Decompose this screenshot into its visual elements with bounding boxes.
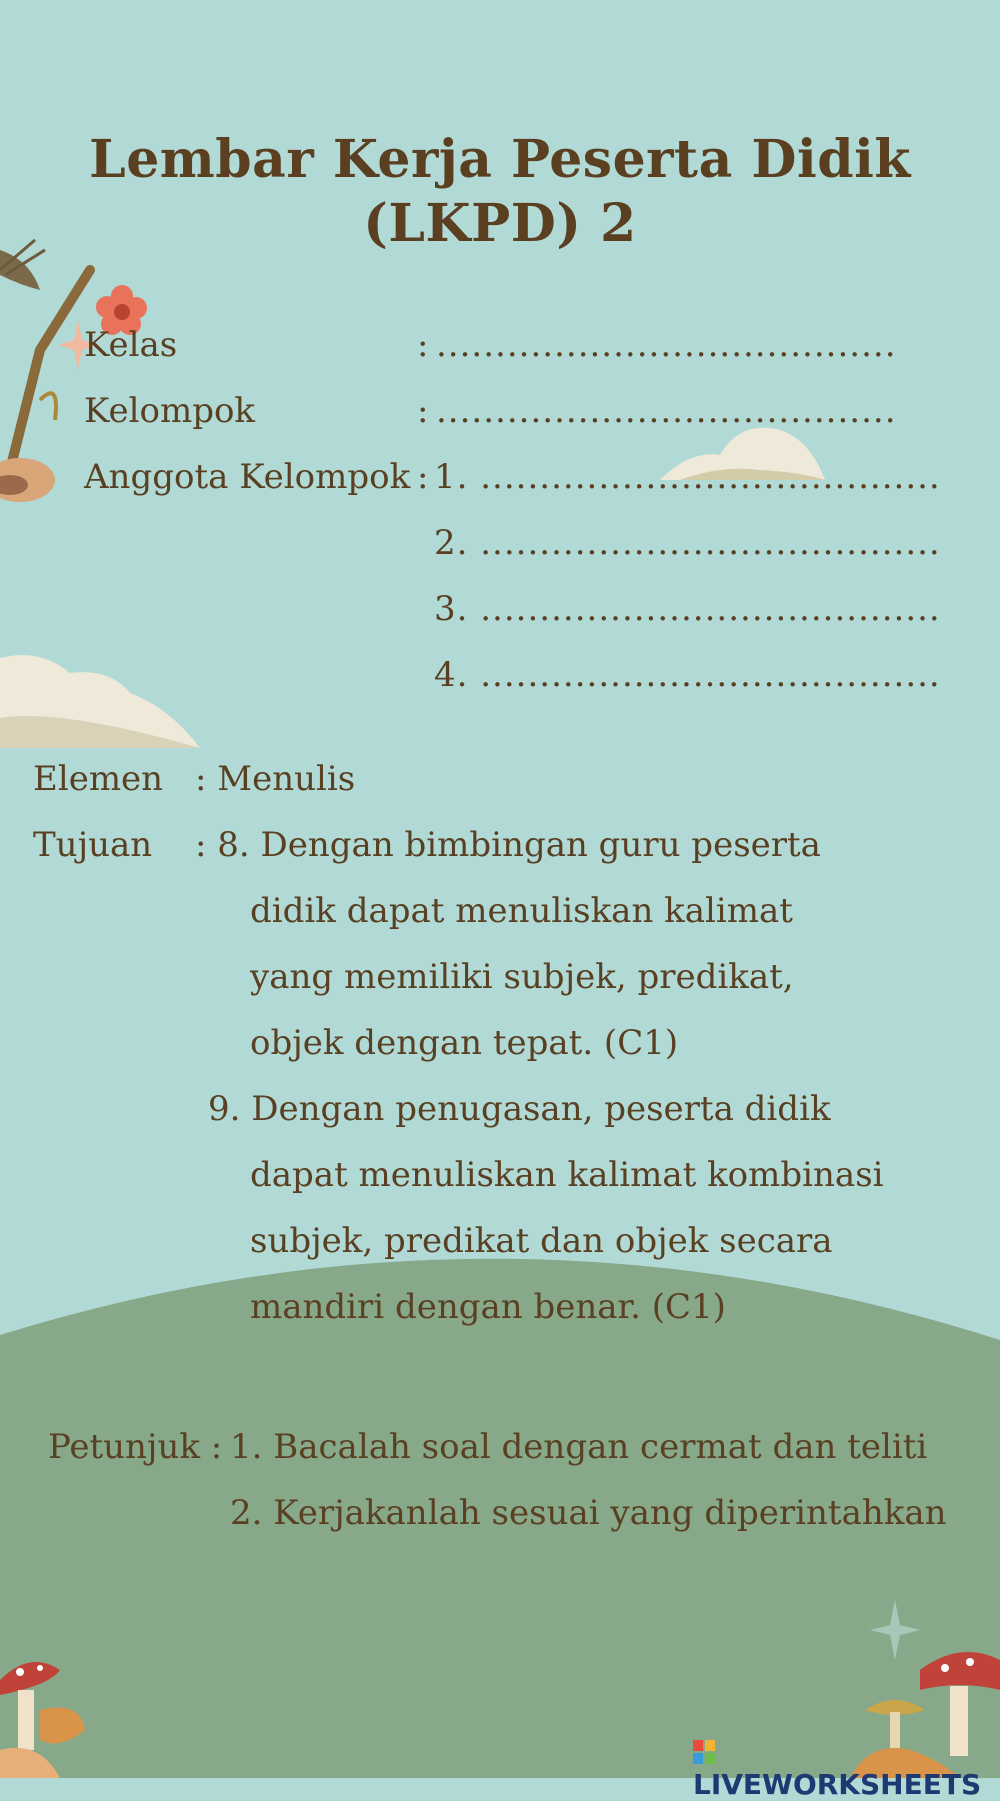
tujuan-line: yang memiliki subjek, predikat,: [250, 957, 794, 997]
elemen-value: : Menulis: [195, 759, 356, 799]
tujuan-line: didik dapat menuliskan kalimat: [250, 891, 793, 931]
kelompok-blank[interactable]: .......................................: [436, 391, 897, 431]
member-blank-3[interactable]: 3. .......................................: [434, 589, 941, 629]
kelompok-label: Kelompok: [84, 391, 256, 431]
petunjuk-label: Petunjuk :: [48, 1427, 223, 1467]
kelas-label: Kelas: [84, 325, 178, 365]
tujuan-line: 9. Dengan penugasan, peserta didik: [208, 1089, 831, 1129]
cloud-decoration: [0, 648, 200, 753]
member-blank-2[interactable]: 2. .......................................: [434, 523, 941, 563]
tujuan-label: Tujuan: [33, 825, 153, 865]
mushroom-decoration: [0, 1640, 90, 1778]
kelompok-colon: :: [417, 391, 429, 431]
petunjuk-item: 1. Bacalah soal dengan cermat dan teliti: [230, 1427, 928, 1467]
title-line-2: (LKPD) 2: [363, 193, 637, 254]
tujuan-line: subjek, predikat dan objek secara: [250, 1221, 833, 1261]
member-blank-1[interactable]: 1. .......................................: [434, 457, 941, 497]
tujuan-line: objek dengan tepat. (C1): [250, 1023, 679, 1063]
petunjuk-item: 2. Kerjakanlah sesuai yang diperintahkan: [230, 1493, 947, 1533]
kelas-colon: :: [417, 325, 429, 365]
elemen-label: Elemen: [33, 759, 164, 799]
title-line-1: Lembar Kerja Peserta Didik: [89, 129, 911, 190]
anggota-colon: :: [417, 457, 429, 497]
tujuan-line: : 8. Dengan bimbingan guru peserta: [195, 825, 821, 865]
kelas-blank[interactable]: .......................................: [436, 325, 897, 365]
brand-text: LIVEWORKSHEETS: [693, 1768, 982, 1801]
liveworksheets-logo-icon: [693, 1740, 715, 1764]
tujuan-line: mandiri dengan benar. (C1): [250, 1287, 726, 1327]
page-title: [0, 128, 1000, 256]
tujuan-line: dapat menuliskan kalimat kombinasi: [250, 1155, 884, 1195]
anggota-label: Anggota Kelompok: [84, 457, 411, 497]
liveworksheets-logo: [693, 1735, 1000, 1801]
member-blank-4[interactable]: 4. .......................................: [434, 655, 941, 695]
